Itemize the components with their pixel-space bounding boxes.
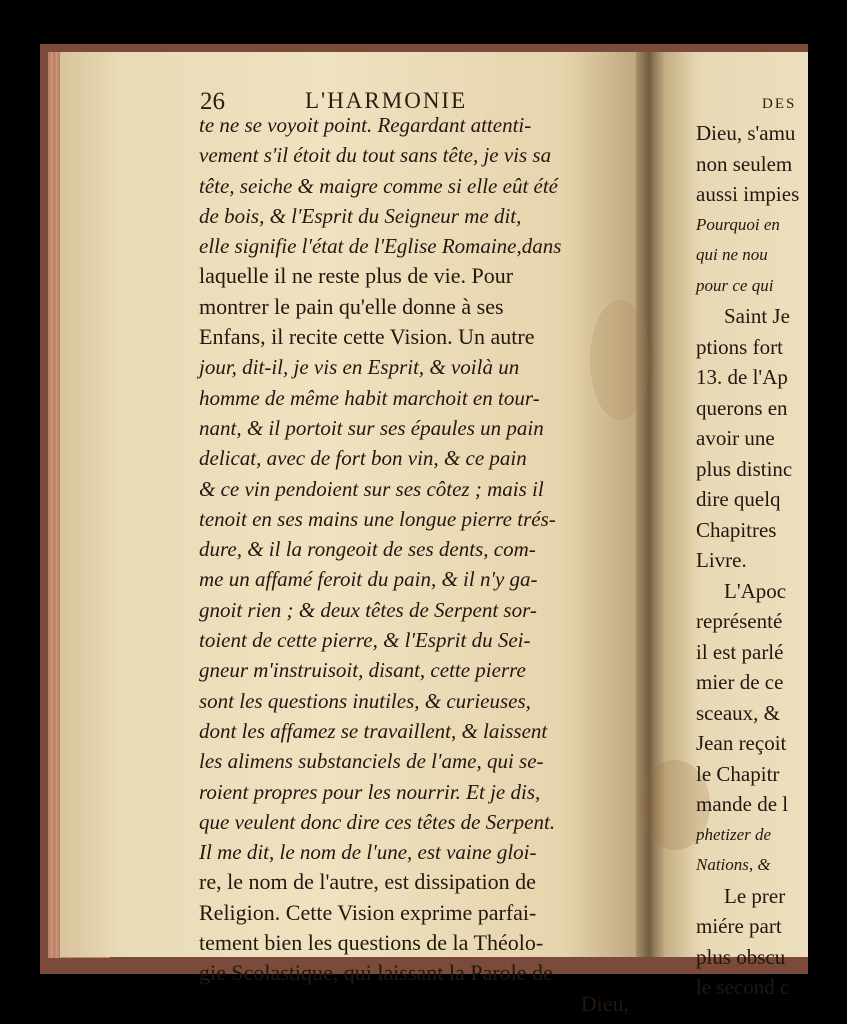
text-line: le second c (696, 975, 790, 999)
text-line: que veulent donc dire ces têtes de Serpent. (199, 809, 556, 834)
text-line: vement s'il étoit du tout sans tête, je vis sa (199, 143, 552, 168)
text-line: Pourquoi en (696, 214, 780, 234)
text-line: roient propres pour les nourrir. Et je dis, (199, 779, 541, 804)
text-line: querons en (696, 395, 788, 420)
text-line: montrer le pain qu'elle donne à ses (199, 293, 504, 319)
text-line: tenoit en ses mains une longue pierre trés- (199, 506, 556, 531)
text-line: représenté (696, 609, 783, 633)
text-line: sceaux, & (696, 700, 780, 725)
text-line: L'Apoc (724, 578, 787, 603)
text-line: les alimens substanciels de l'ame, qui se- (199, 749, 544, 774)
text-line: plus distinc (696, 456, 793, 481)
text-line: dont les affamez se travaillent, & laissent (199, 718, 548, 743)
text-line: sont les questions inutiles, & curieuses, (199, 688, 531, 713)
text-line: toient de cette pierre, & l'Esprit du Sei- (199, 628, 531, 653)
text-line: gnoit rien ; & deux têtes de Serpent sor- (199, 597, 537, 622)
text-line: miére part (696, 914, 782, 938)
text-line: qui ne nou (696, 245, 768, 264)
text-line: Chapitres (696, 517, 777, 542)
text-line: delicat, avec de fort bon vin, & ce pain (199, 446, 527, 471)
text-line: laquelle il ne reste plus de vie. Pour (199, 263, 514, 289)
text-line: Dieu, s'amu (696, 121, 796, 145)
text-line: nant, & il portoit sur ses épaules un pain (199, 415, 544, 440)
text-line: Enfans, il recite cette Vision. Un autre (199, 324, 535, 350)
text-line: il est parlé (696, 639, 784, 664)
text-line: Le prer (724, 883, 786, 908)
text-line: re, le nom de l'autre, est dissipation de (199, 869, 536, 895)
text-line: tête, seiche & maigre comme si elle eût été (199, 173, 558, 198)
text-line: aussi impies (696, 182, 800, 206)
text-line: jour, dit-il, je vis en Esprit, & voilà un (199, 355, 520, 380)
text-line: Nations, & (696, 855, 771, 874)
text-line: tement bien les questions de la Théolo- (199, 930, 544, 956)
right-running-title: DES (762, 96, 797, 112)
left-page-text (199, 110, 629, 1019)
text-line: mier de ce (696, 670, 784, 694)
running-title: L'HARMONIE (305, 88, 468, 113)
text-line: gneur m'instruisoit, disant, cette pierre (199, 658, 526, 683)
text-line: avoir une (696, 426, 775, 450)
text-line: phetizer de (696, 824, 772, 844)
text-line: non seulem (696, 151, 793, 176)
text-line: de bois, & l'Esprit du Seigneur me dit, (199, 203, 522, 228)
text-line: Il me dit, le nom de l'une, est vaine gloi- (199, 840, 537, 865)
right-page-text (696, 118, 836, 1003)
page-number: 26 (200, 88, 225, 115)
text-line: Religion. Cette Vision exprime parfai- (199, 899, 537, 925)
text-line: homme de même habit marchoit en tour- (199, 385, 540, 410)
text-line: Saint Je (724, 304, 790, 328)
text-line: plus obscu (696, 944, 786, 969)
text-line: & ce vin pendoient sur ses côtez ; mais il (199, 476, 544, 501)
text-line: pour ce qui (696, 275, 774, 295)
text-line: Jean reçoit (696, 731, 787, 755)
text-line: Livre. (696, 548, 747, 572)
text-line: gie Scolastique, qui laissant la Parole de (199, 960, 553, 986)
text-line: dure, & il la rongeoit de ses dents, com- (199, 537, 536, 562)
text-line: le Chapitr (696, 761, 780, 786)
text-line: te ne se voyoit point. Regardant attenti- (199, 113, 532, 137)
text-line: dire quelq (696, 487, 781, 511)
catchword: Dieu, (580, 990, 629, 1016)
text-line: ptions fort (696, 334, 783, 359)
text-line: elle signifie l'état de l'Eglise Romaine,dans (199, 234, 562, 259)
text-line: mande de l (696, 792, 789, 816)
text-line: me un affamé feroit du pain, & il n'y ga- (199, 567, 538, 592)
text-line: 13. de l'Ap (696, 365, 788, 389)
